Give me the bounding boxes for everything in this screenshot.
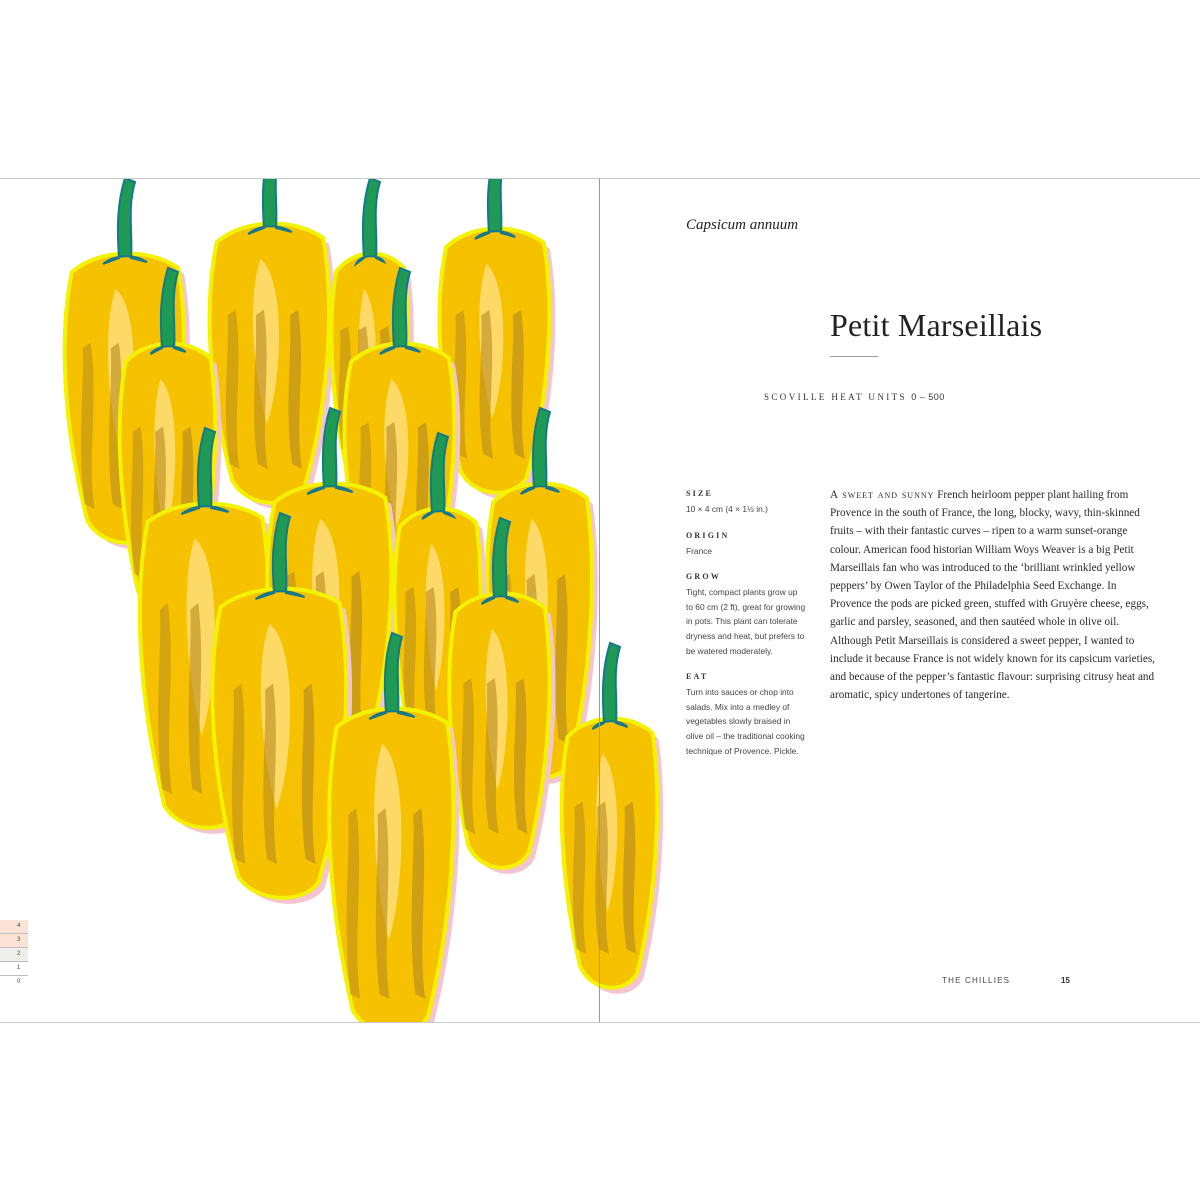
scoville-value: 0 – 500 (911, 392, 945, 402)
scoville-label: SCOVILLE HEAT UNITS (764, 392, 907, 402)
fact-label: EAT (686, 672, 709, 682)
heat-scale-label: 3 (17, 937, 21, 943)
description-text: French heirloom pepper plant hailing from Provence in the south of France, the long, blocky, wavy, thin-skinned fruits – with their fantastic curves – ripen to a warm sunset-orange colour. American food historian William Woys Weaver is a big Petit Marseillais fan who was introduced to the ‘brilliant wrinkled yellow peppers’ by Owen Taylor of the Philadelphia Seed Exchange. In Provence the pods are picked green, stuffed with Gruyère cheese, eggs, garlic and parsley, seasoned, and then sautéed whole in olive oil. Although Petit Marseillais is considered a sweet pepper, I wanted to include it because France is not widely known for its capsicum varieties, and because of the pepper’s fantastic flavour: surprising citrusy heat and aromatic, spicy undertones of tangerine. (830, 489, 1155, 702)
heat-scale-label: 1 (17, 965, 21, 971)
heat-scale (0, 920, 28, 989)
running-footer: THE CHILLIES (942, 976, 1011, 985)
description-body (830, 486, 1160, 704)
pepper-illustration (0, 179, 680, 1022)
heat-scale-label: 2 (17, 951, 21, 957)
page-gutter (599, 179, 600, 1022)
heat-scale-row (0, 948, 28, 962)
heat-scale-row (0, 976, 28, 989)
fact-size (686, 489, 806, 517)
heat-scale-row (0, 934, 28, 948)
book-spread (0, 178, 1200, 1023)
fact-grow (686, 572, 806, 658)
fact-text: Tight, compact plants grow up to 60 cm (2 ft), great for growing in pots. This plant can tolerate dryness and heat, but prefers to be watered moderately. (686, 587, 806, 656)
heat-scale-label: 0 (17, 979, 21, 985)
fact-origin (686, 531, 806, 559)
page-number: 15 (1061, 976, 1070, 985)
fact-text: 10 × 4 cm (4 × 1½ in.) (686, 504, 768, 514)
description-lead: A sweet and sunny (830, 489, 935, 501)
fact-label: SIZE (686, 489, 714, 498)
fact-text: France (686, 545, 713, 556)
fact-label: ORIGIN (686, 530, 730, 540)
heat-scale-row (0, 920, 28, 934)
heat-scale-label: 4 (17, 923, 21, 929)
fact-text: Turn into sauces or chop into salads. Mix into a medley of vegetables slowly braised in olive oil – the traditional cooking technique of Provence. Pickle. (686, 687, 805, 756)
page-title: Petit Marseillais (830, 307, 1043, 343)
fact-sidebar (686, 489, 806, 772)
yellow-peppers-image (0, 179, 680, 1022)
scoville-rating (764, 392, 945, 402)
fact-eat (686, 672, 806, 758)
heat-scale-row (0, 962, 28, 976)
fact-label: GROW (686, 572, 722, 582)
pepper-shape (210, 179, 335, 509)
title-rule (830, 356, 878, 357)
latin-name: Capsicum annuum (686, 217, 799, 233)
